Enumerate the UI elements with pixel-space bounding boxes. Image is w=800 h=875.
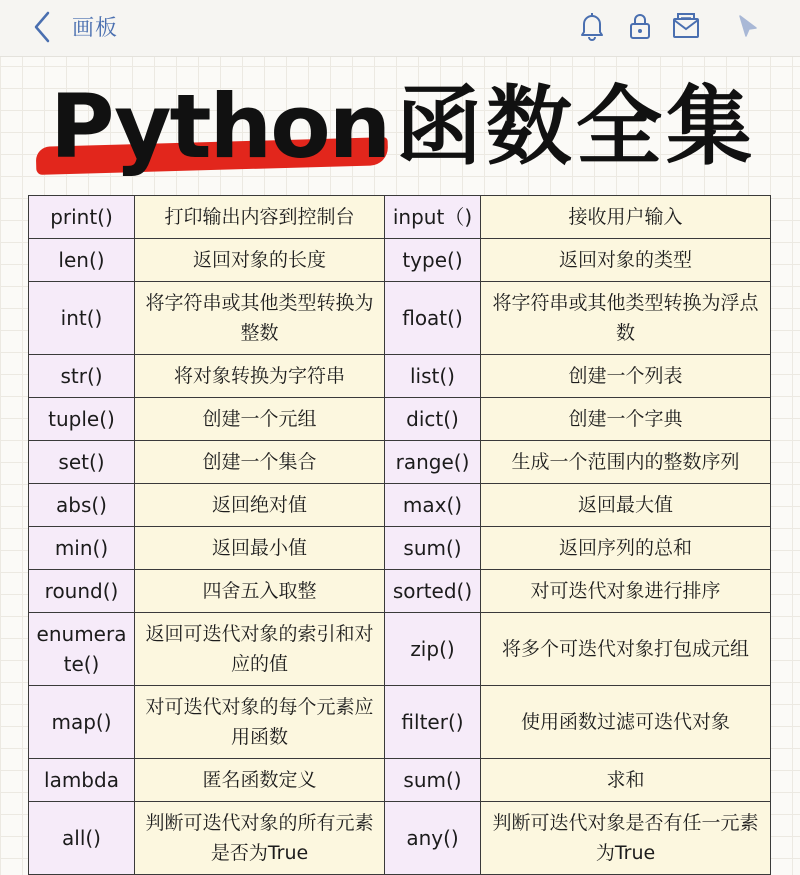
send-button[interactable] (732, 10, 764, 42)
function-name-cell: type() (385, 239, 481, 282)
function-name-cell: abs() (29, 484, 135, 527)
table-row (29, 282, 771, 355)
description-cell: 四舍五入取整 (135, 570, 385, 613)
function-name-cell: str() (29, 355, 135, 398)
mail-icon (670, 10, 702, 42)
description-cell: 返回对象的长度 (135, 239, 385, 282)
function-name-cell: lambda (29, 759, 135, 802)
function-name-cell: tuple() (29, 398, 135, 441)
table-row (29, 613, 771, 686)
function-name-cell: map() (29, 686, 135, 759)
lock-icon (624, 10, 656, 42)
bell-icon (576, 10, 608, 42)
function-name-cell: len() (29, 239, 135, 282)
function-name-cell: print() (29, 196, 135, 239)
table-row (29, 686, 771, 759)
function-name-cell: max() (385, 484, 481, 527)
back-chevron-icon (28, 10, 58, 44)
function-name-cell: min() (29, 527, 135, 570)
description-cell: 创建一个列表 (481, 355, 771, 398)
title-python: Python (50, 75, 390, 178)
function-name-cell: sum() (385, 527, 481, 570)
function-name-cell: sum() (385, 759, 481, 802)
function-name-cell: set() (29, 441, 135, 484)
description-cell: 创建一个字典 (481, 398, 771, 441)
mail-button[interactable] (670, 10, 702, 42)
pointer-icon (732, 10, 764, 42)
function-name-cell: zip() (385, 613, 481, 686)
lock-button[interactable] (624, 10, 656, 42)
description-cell: 返回绝对值 (135, 484, 385, 527)
table-row (29, 355, 771, 398)
back-button[interactable] (28, 10, 58, 44)
function-name-cell: filter() (385, 686, 481, 759)
table-row (29, 759, 771, 802)
table-row (29, 398, 771, 441)
description-cell: 判断可迭代对象的所有元素是否为True (135, 802, 385, 875)
description-cell: 对可迭代对象进行排序 (481, 570, 771, 613)
function-name-cell: dict() (385, 398, 481, 441)
description-cell: 求和 (481, 759, 771, 802)
description-cell: 将字符串或其他类型转换为浮点数 (481, 282, 771, 355)
function-name-cell: float() (385, 282, 481, 355)
description-cell: 匿名函数定义 (135, 759, 385, 802)
table-row (29, 239, 771, 282)
description-cell: 返回最大值 (481, 484, 771, 527)
table-row (29, 484, 771, 527)
description-cell: 返回对象的类型 (481, 239, 771, 282)
description-cell: 返回最小值 (135, 527, 385, 570)
description-cell: 返回可迭代对象的索引和对应的值 (135, 613, 385, 686)
function-table (28, 195, 771, 875)
description-cell: 生成一个范围内的整数序列 (481, 441, 771, 484)
description-cell: 接收用户输入 (481, 196, 771, 239)
title-function-collection: 函数全集 (396, 77, 756, 177)
function-name-cell: round() (29, 570, 135, 613)
function-name-cell: int() (29, 282, 135, 355)
description-cell: 将对象转换为字符串 (135, 355, 385, 398)
notification-button[interactable] (576, 10, 608, 42)
table-row (29, 570, 771, 613)
description-cell: 对可迭代对象的每个元素应用函数 (135, 686, 385, 759)
function-name-cell: sorted() (385, 570, 481, 613)
function-name-cell: list() (385, 355, 481, 398)
description-cell: 判断可迭代对象是否有任一元素为True (481, 802, 771, 875)
function-name-cell: range() (385, 441, 481, 484)
top-app-bar (0, 0, 800, 57)
description-cell: 创建一个元组 (135, 398, 385, 441)
description-cell: 返回序列的总和 (481, 527, 771, 570)
table-row (29, 196, 771, 239)
table-row (29, 527, 771, 570)
function-name-cell: input（) (385, 196, 481, 239)
poster-title (0, 72, 800, 192)
function-name-cell: all() (29, 802, 135, 875)
table-row (29, 802, 771, 875)
function-name-cell: any() (385, 802, 481, 875)
description-cell: 打印输出内容到控制台 (135, 196, 385, 239)
description-cell: 创建一个集合 (135, 441, 385, 484)
table-row (29, 441, 771, 484)
function-name-cell: enumerate() (29, 613, 135, 686)
description-cell: 将字符串或其他类型转换为整数 (135, 282, 385, 355)
nav-title: 画板 (72, 16, 119, 41)
description-cell: 将多个可迭代对象打包成元组 (481, 613, 771, 686)
description-cell: 使用函数过滤可迭代对象 (481, 686, 771, 759)
